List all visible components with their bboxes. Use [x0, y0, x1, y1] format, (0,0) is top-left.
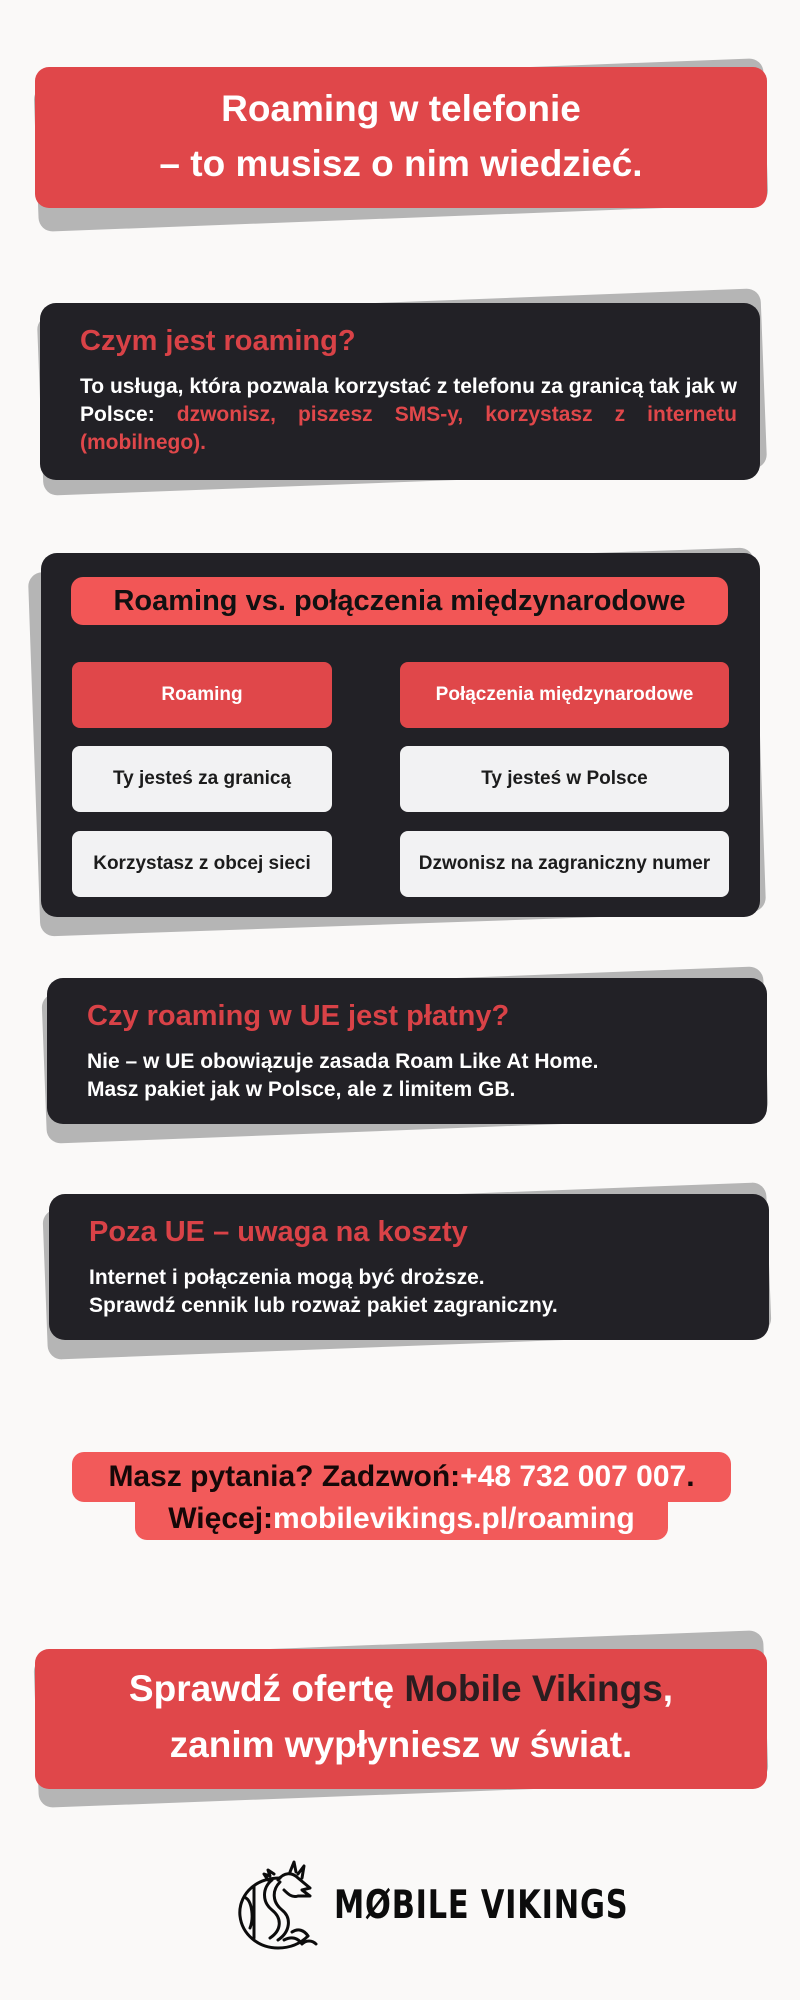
- title-line-2: – to musisz o nim wiedzieć.: [159, 143, 643, 184]
- comparison-title: Roaming vs. połączenia międzynarodowe: [71, 577, 728, 625]
- dragon-ship-icon: [232, 1858, 322, 1953]
- comparison-panel: [41, 553, 760, 917]
- contact-period: .: [686, 1460, 695, 1493]
- brand-wordmark: MØBILE VIKINGS: [334, 1883, 629, 1928]
- non-eu-card: [0, 1170, 800, 1370]
- eu-panel: [47, 978, 767, 1124]
- international-row-2: Dzwonisz na zagraniczny numer: [400, 831, 729, 897]
- cta-brand: Mobile Vikings: [404, 1668, 663, 1709]
- international-row-1: Ty jesteś w Polsce: [400, 746, 729, 812]
- page-title: [35, 81, 767, 191]
- eu-body-line-2: Masz pakiet jak w Polsce, ale z limitem GB.: [87, 1078, 516, 1101]
- eu-body: [87, 1048, 599, 1104]
- non-eu-body-line-1: Internet i połączenia mogą być droższe.: [89, 1266, 485, 1289]
- header-banner: [0, 0, 800, 240]
- roaming-row-2: Korzystasz z obcej sieci: [72, 831, 332, 897]
- cta-line-2: zanim wypłyniesz w świat.: [169, 1724, 633, 1765]
- eu-title: Czy roaming w UE jest płatny?: [87, 1000, 510, 1032]
- what-is-title: Czym jest roaming?: [80, 325, 356, 357]
- what-is-body-accent: dzwonisz, piszesz SMS-y, korzystasz z internetu (mobilnego).: [80, 403, 737, 454]
- eu-roaming-card: [0, 950, 800, 1150]
- cta-banner[interactable]: [0, 1620, 800, 1820]
- cta-pre: Sprawdź ofertę: [128, 1668, 405, 1709]
- non-eu-body-line-2: Sprawdź cennik lub rozważ pakiet zagraniczny.: [89, 1294, 558, 1317]
- what-is-panel: [40, 303, 760, 480]
- what-is-body: [80, 373, 737, 457]
- roaming-row-1: Ty jesteś za granicą: [72, 746, 332, 812]
- title-line-1: Roaming w telefonie: [221, 88, 581, 129]
- column-header-roaming: Roaming: [72, 662, 332, 728]
- more-label: Więcej:: [168, 1502, 274, 1535]
- contact-link-line: [135, 1498, 668, 1540]
- non-eu-title: Poza UE – uwaga na koszty: [89, 1216, 468, 1248]
- contact-phone-line: [72, 1452, 731, 1502]
- cta-line-1: [35, 1661, 767, 1717]
- cta-comma: ,: [662, 1668, 674, 1709]
- cta-text: [35, 1661, 767, 1773]
- non-eu-panel: [49, 1194, 769, 1340]
- header-panel: [35, 67, 767, 208]
- cta-panel: [35, 1649, 767, 1789]
- comparison-card: [0, 540, 800, 940]
- roaming-page-link[interactable]: mobilevikings.pl/roaming: [273, 1502, 635, 1535]
- what-is-body-plain: To usługa, która pozwala korzystać z telefonu za granicą tak jak w Polsce:: [80, 375, 737, 426]
- eu-body-line-1: Nie – w UE obowiązuje zasada Roam Like At Home.: [87, 1050, 599, 1073]
- phone-number-link[interactable]: +48 732 007 007: [460, 1460, 687, 1493]
- column-header-international: Połączenia międzynarodowe: [400, 662, 729, 728]
- brand-logo[interactable]: [232, 1858, 711, 1953]
- contact-question: Masz pytania? Zadzwoń:: [108, 1460, 461, 1493]
- what-is-roaming-card: [0, 260, 800, 520]
- non-eu-body: [89, 1264, 558, 1320]
